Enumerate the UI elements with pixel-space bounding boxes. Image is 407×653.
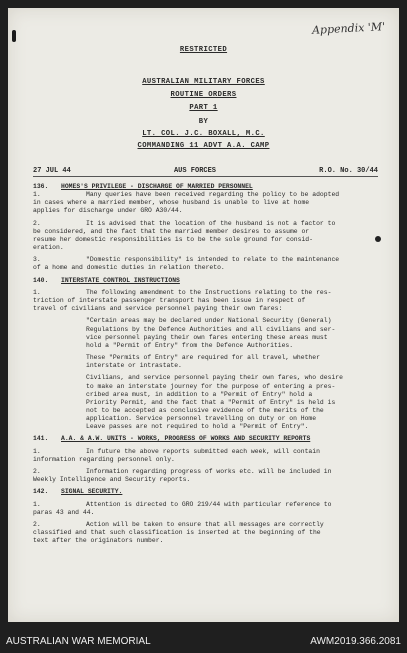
org-heading: AUSTRALIAN MILITARY FORCES [142,78,265,86]
document-page [8,8,399,622]
paragraph-text: It is advised that the location of the husband is not a factor to [86,219,336,227]
quoted-line: interstate or intrastate. [86,362,182,370]
paragraph-line [33,191,339,199]
item-number: 1. [33,191,41,199]
caption-source: AUSTRALIAN WAR MEMORIAL [6,635,151,647]
continuation-line: information regarding personnel only. [33,455,175,463]
paragraph-text: Attention is directed to GRO 219/44 with particular reference to [86,500,332,508]
item-number: 1. [33,288,41,296]
paragraph-text: The following amendment to the Instructions relating to the res- [86,288,332,296]
quoted-line: application. Service personnel travelling on duty or on Home [86,414,317,422]
section-heading [33,435,310,443]
classification-heading: RESTRICTED [179,46,228,54]
quoted-line: cribed area must, in addition to a "Permit of Entry" hold a [86,390,313,398]
paragraph-line [33,501,331,509]
item-number: 136. [33,183,49,190]
dateline [33,167,378,177]
ink-blot [375,236,381,242]
quoted-line: not to be accepted as conclusive evidence of the merits of the [86,406,324,414]
paragraph-line [33,468,331,476]
quoted-line: Regulations by the Defence Authorities and all civilians and ser- [86,325,336,333]
item-number: 142. [33,488,49,496]
continuation-line: travel of civilians and service personnel paying their own fares: [33,305,283,313]
item-number: 2. [33,521,41,529]
punch-hole [12,30,16,42]
doc-heading: ROUTINE ORDERS [170,91,237,99]
paragraph-line [33,289,331,297]
continuation-line: resume her domestic responsibilities is to be the sole ground for consid- [33,235,313,243]
paragraph-text: Information regarding progress of works etc. will be included in [86,468,332,475]
section-heading [33,183,253,191]
part-heading: PART 1 [189,104,218,112]
quoted-line: to make an interstate journey for the purpose of entering a pres- [86,382,336,390]
section-title: SIGNAL SECURITY. [61,488,123,496]
archive-caption [0,629,407,653]
section-title: A.A. & A.W. UNITS - WORKS, PROGRESS OF WORKS AND SECURITY REPORTS [61,435,311,443]
order-date: 27 JUL 44 [33,167,71,175]
paragraph-line [33,220,335,228]
paragraph-text: In future the above reports submitted each week, will contain [86,447,320,455]
continuation-line: applies for discharge under GRO A30/44. [33,207,183,215]
quoted-line: "Certain areas may be declared under National Security (General) [86,317,332,325]
paragraph-text: "Domestic responsibility" is intended to relate to the maintenance [86,256,340,264]
continuation-line: paras 43 and 44. [33,508,95,516]
continuation-line: be considered, and the fact that the married member desires to assume or [33,227,310,235]
item-number: 2. [33,468,41,475]
item-number: 1. [33,447,41,455]
continuation-line: of a home and domestic duties in relation thereto. [33,264,225,272]
paragraph-text: Many queries have been received regarding the policy to be adopted [86,191,340,199]
section-title: INTERSTATE CONTROL INSTRUCTIONS [61,276,180,284]
item-number: 3. [33,256,41,264]
continuation-line: in cases where a married member, whose husband is unable to live at home [33,199,310,207]
quoted-line: Civilians, and service personnel paying their own fares, who desire [86,374,343,382]
unit-heading: COMMANDING 11 ADVT A.A. CAMP [137,142,270,150]
item-number: 140. [33,276,49,284]
paragraph-text: Action will be taken to ensure that all messages are correctly [86,521,324,529]
continuation-line: eration. [33,243,64,251]
handwritten-annotation: Appendix 'M' [311,20,386,37]
section-heading [33,277,180,285]
quoted-line: These "Permits of Entry" are required for all travel, whether [86,354,320,361]
quoted-line: Leave passes are not required to hold a "Permit of Entry". [86,423,309,430]
quoted-line: vice personnel paying their own fares entering these areas must [86,333,328,341]
continuation-line: classified and that such classification is inserted at the beginning of the [33,529,321,537]
by-heading: BY [198,118,209,126]
quoted-line: Priority Permit, and the fact that a "Permit of Entry" is held is [86,398,336,406]
item-number: 1. [33,500,41,508]
caption-id: AWM2019.366.2081 [310,635,401,647]
continuation-line: text after the originators number. [33,537,164,545]
paragraph-line [33,256,339,264]
item-number: 141. [33,435,49,443]
paragraph-line [33,448,320,456]
paragraph-line [33,521,324,529]
quoted-line: hold a "Permit of Entry" from the Defence Authorities. [86,341,294,349]
section-title: HOMES'S PRIVILEGE - DISCHARGE OF MARRIED PERSONNEL [61,183,253,190]
item-number: 2. [33,219,41,227]
order-ref: R.O. No. 30/44 [319,167,378,175]
continuation-line: Weekly Intelligence and Security reports. [33,476,191,484]
section-heading [33,488,122,496]
order-location: AUS FORCES [173,167,216,175]
commander-heading: LT. COL. J.C. BOXALL, M.C. [142,130,265,138]
continuation-line: triction of interstate passenger transport has been issue in respect of [33,297,306,304]
